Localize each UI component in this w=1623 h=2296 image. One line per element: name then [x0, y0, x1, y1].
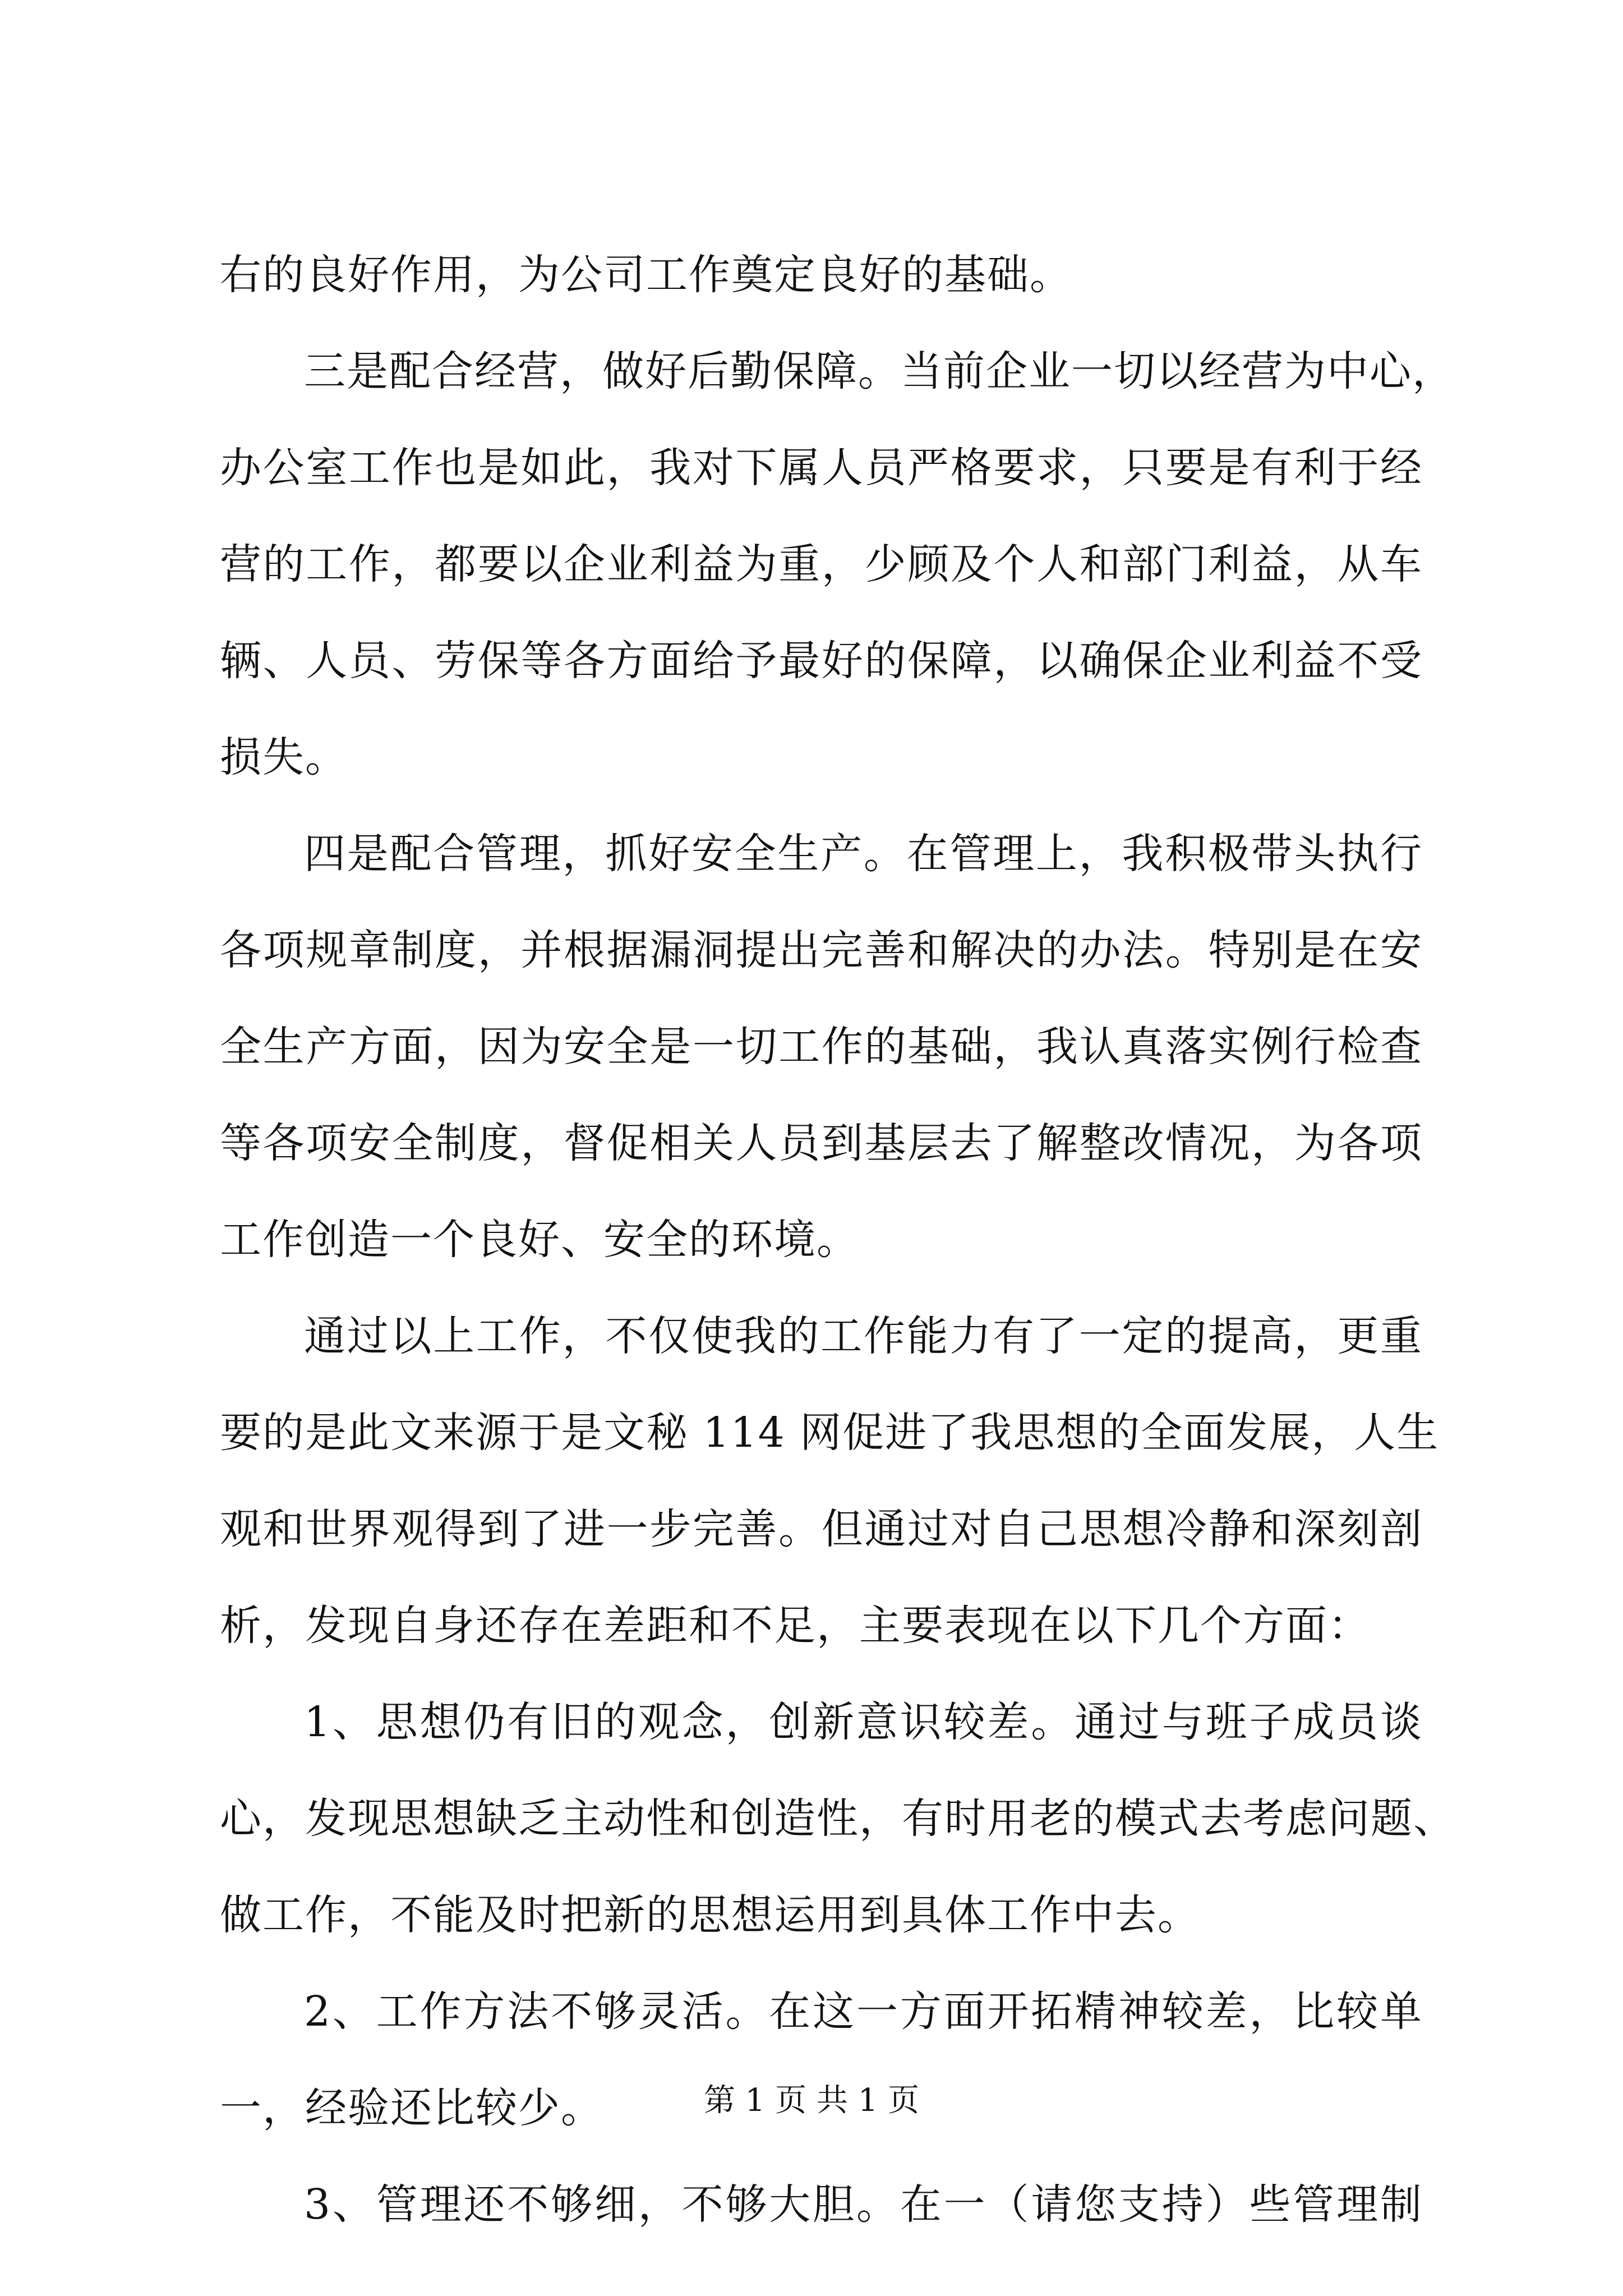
text-line: 右的良好作用，为公司工作奠定良好的基础。: [220, 251, 1072, 299]
text-line: 通过以上工作，不仅使我的工作能力有了一定的提高，更重: [304, 1312, 1423, 1360]
text-line: 3、管理还不够细，不够大胆。在一（请您支持）些管理制: [304, 2180, 1423, 2229]
text-line: 全生产方面，因为安全是一切工作的基础，我认真落实例行检查: [220, 1023, 1423, 1071]
text-line: 办公室工作也是如此，我对下属人员严格要求，只要是有利于经: [220, 444, 1423, 492]
text-line: 四是配合管理，抓好安全生产。在管理上，我积极带头执行: [304, 830, 1423, 878]
text-line: 心，发现思想缺乏主动性和创造性，有时用老的模式去考虑问题、: [220, 1795, 1456, 1843]
document-body: [220, 227, 1456, 2253]
text-line: 一，经验还比较少。: [220, 2084, 603, 2132]
text-line: 各项规章制度，并根据漏洞提出完善和解决的办法。特别是在安: [220, 926, 1423, 974]
text-line: 析，发现自身还存在差距和不足，主要表现在以下几个方面：: [220, 1602, 1371, 1650]
text-line: 2、工作方法不够灵活。在这一方面开拓精神较差，比较单: [304, 1987, 1423, 2036]
text-line: 辆、人员、劳保等各方面给予最好的保障，以确保企业利益不受: [220, 637, 1423, 685]
text-line: 观和世界观得到了进一步完善。但通过对自己思想冷静和深刻剖: [220, 1505, 1423, 1553]
text-line: 要的是此文来源于是文秘 114 网促进了我思想的全面发展，人生: [220, 1409, 1440, 1457]
page-number-label: 第 1 页 共 1 页: [703, 2082, 920, 2119]
text-line: 损失。: [220, 733, 348, 781]
text-line: 1、思想仍有旧的观念，创新意识较差。通过与班子成员谈: [304, 1698, 1423, 1746]
text-line: 工作创造一个良好、安全的环境。: [220, 1216, 859, 1264]
text-line: 做工作，不能及时把新的思想运用到具体工作中去。: [220, 1891, 1200, 1939]
text-line: 营的工作，都要以企业利益为重，少顾及个人和部门利益，从车: [220, 540, 1423, 588]
page-footer: [0, 2078, 1623, 2123]
text-line: 三是配合经营，做好后勤保障。当前企业一切以经营为中心，: [304, 347, 1455, 395]
text-line: 等各项安全制度，督促相关人员到基层去了解整改情况，为各项: [220, 1119, 1423, 1167]
